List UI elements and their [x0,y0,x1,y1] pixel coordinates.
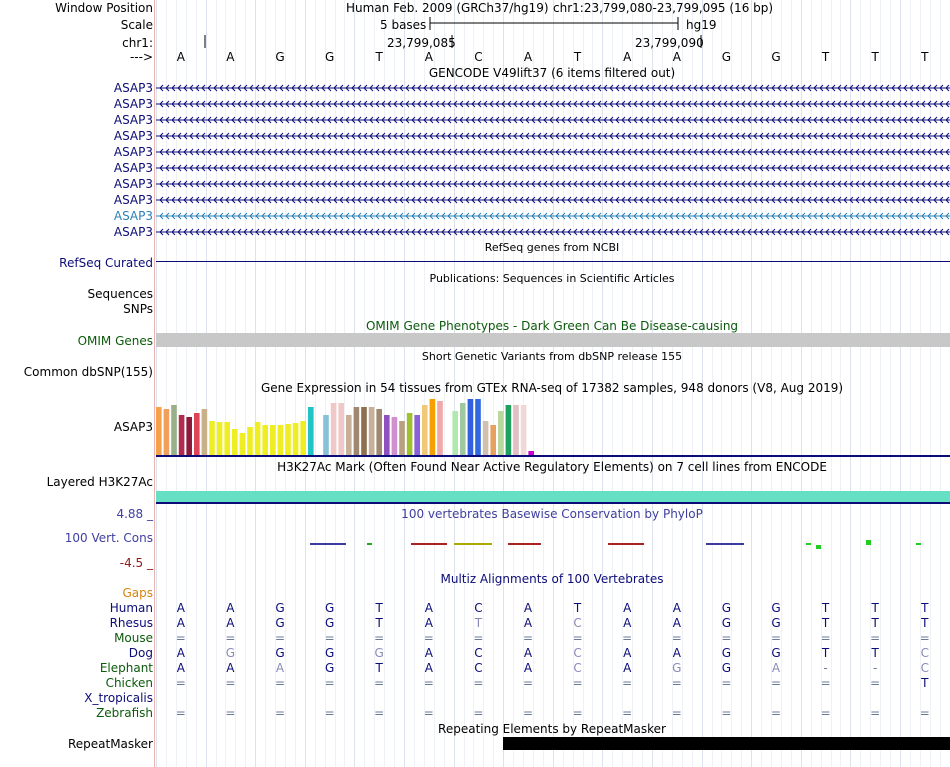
base-letter: A [623,50,632,64]
alignment-base: = [423,631,434,645]
gencode-gene-label[interactable]: ASAP3 [113,177,153,191]
alignment-base: = [274,676,286,690]
base-letter: T [573,50,582,64]
gtex-tissue-bar [156,407,162,455]
alignment-base: A [226,616,235,630]
base-letter: A [523,50,533,64]
conservation-mark [310,543,346,545]
alignment-base: = [522,676,534,690]
alignment-base: = [622,676,633,690]
alignment-base: A [672,616,681,630]
refseq-title: RefSeq genes from NCBI [484,241,620,254]
conservation-max: 4.88 _ [116,507,153,521]
species-label[interactable]: Mouse [114,631,153,645]
gtex-tissue-bar [179,415,185,455]
repeatmasker-title: Repeating Elements by RepeatMasker [438,722,666,736]
gtex-tissue-bar [528,451,534,455]
alignment-base: = [274,706,286,720]
dbsnp-title: Short Genetic Variants from dbSNP release 155 [421,350,683,363]
snps-label[interactable]: SNPs [123,302,153,316]
gencode-track[interactable] [156,80,950,240]
alignment-base: G [324,646,335,660]
gencode-gene-label[interactable]: ASAP3 [113,145,153,159]
gtex-tissue-bar [430,399,436,455]
coord-label-1: 23,799,085 [387,36,456,50]
gtex-tissue-bar [331,403,337,455]
alignment-base: = [175,676,186,690]
h3k27ac-label[interactable]: Layered H3K27Ac [46,475,153,489]
base-letter: G [324,50,335,64]
alignment-base: T [821,646,830,660]
gtex-tissue-bar [392,417,398,455]
label-divider [154,0,155,767]
alignment-base: = [870,676,881,690]
species-label[interactable]: X_tropicalis [84,691,153,705]
repeatmasker-label[interactable]: RepeatMasker [67,737,153,751]
gtex-tissue-bar [475,399,481,455]
omim-label[interactable]: OMIM Genes [77,334,153,348]
conservation-mark [706,543,744,545]
gtex-label[interactable]: ASAP3 [113,420,153,434]
alignment-base: T [375,661,383,675]
window-position-label: Window Position [55,1,153,15]
alignment-base: G [275,616,285,630]
base-letter: T [921,50,929,64]
alignment-base: G [771,646,781,660]
gtex-tissue-bar [194,413,200,455]
coord-label-2: 23,799,090 [635,36,704,50]
assembly-title: Human Feb. 2009 (GRCh37/hg19) [346,1,549,15]
gtex-tissue-bar [460,403,466,455]
conservation-track[interactable] [156,520,950,565]
base-letter: T [375,50,383,64]
base-letter: A [176,50,185,64]
base-letter: T [821,50,830,64]
h3k27ac-title: H3K27Ac Mark (Often Found Near Active Regulatory Elements) on 7 cell lines from ENCODE [277,460,827,474]
alignment-base: T [474,616,483,630]
conservation-mark [806,543,811,545]
gtex-tissue-bar [407,413,413,455]
alignment-base: G [672,661,682,675]
alignment-base: = [671,631,682,645]
alignment-base: A [523,601,533,615]
publications-title: Publications: Sequences in Scientific Articles [429,272,675,285]
base-letter: G [771,50,781,64]
alignment-base: G [374,646,384,660]
alignment-base: = [473,706,484,720]
gencode-gene-label[interactable]: ASAP3 [113,161,153,175]
gtex-tissue-bar [498,411,504,455]
alignment-base: A [672,646,681,660]
gtex-tissue-bar [247,427,253,455]
position-text: chr1:23,799,080-23,799,095 (16 bp) [553,1,774,15]
gencode-gene-label[interactable]: ASAP3 [113,193,153,207]
alignment-base: = [622,706,633,720]
conservation-title: 100 vertebrates Basewise Conservation by PhyloP [401,507,703,521]
repeat-element-block[interactable] [503,737,950,750]
omim-gene-bar[interactable] [156,333,950,347]
alignment-base: A [424,616,433,630]
strand-label: ---> [129,50,153,64]
gtex-tissue-bar [490,425,496,455]
conservation-mark [608,543,644,545]
alignment-base: T [921,676,929,690]
alignment-base: A [623,661,632,675]
alignment-base: = [721,631,732,645]
gtex-tissue-bar [171,405,177,455]
alignment-base: A [226,661,235,675]
gtex-title: Gene Expression in 54 tissues from GTEx RNA-seq of 17382 samples, 948 donors (V8, Aug 2019) [260,381,844,395]
alignment-base: G [324,601,335,615]
gtex-tissue-bar [240,433,246,455]
species-label[interactable]: Human [109,601,153,615]
species-label[interactable]: Chicken [105,676,153,690]
alignment-base: G [324,616,335,630]
alignment-base: A [176,601,185,615]
conservation-label[interactable]: 100 Vert. Cons [64,531,153,545]
scale-text: 5 bases [380,18,427,32]
alignment-base: T [921,601,929,615]
alignment-base: = [820,631,831,645]
alignment-base: = [770,706,782,720]
species-label[interactable]: Rhesus [109,616,153,630]
conservation-min: -4.5 _ [119,556,153,570]
alignment-base: = [572,676,583,690]
alignment-base: = [572,631,583,645]
alignment-base: = [820,706,831,720]
alignment-base: G [721,616,732,630]
alignment-base: = [374,706,385,720]
alignment-base: C [920,661,929,675]
alignment-base: = [175,631,186,645]
h3k27ac-baseline [156,502,950,504]
gtex-tissue-bar [217,422,223,455]
alignment-base: T [375,616,383,630]
refseq-gene-line[interactable] [156,261,950,262]
alignment-base: A [176,616,185,630]
gtex-tissue-bar [468,399,474,455]
gencode-title: GENCODE V49lift37 (6 items filtered out) [428,66,676,80]
alignment-base: G [324,661,335,675]
alignment-base: - [873,661,878,675]
alignment-base: C [474,646,483,660]
alignment-base: G [275,601,285,615]
alignment-base: = [721,676,732,690]
species-label[interactable]: Elephant [99,661,153,675]
gtex-tissue-bar [354,407,360,455]
dbsnp-label[interactable]: Common dbSNP(155) [23,365,153,379]
conservation-mark [508,543,541,545]
alignment-base: T [573,601,582,615]
alignment-base: A [623,601,632,615]
gtex-tissue-bar [376,409,382,455]
alignment-base: C [573,616,582,630]
sequences-label[interactable]: Sequences [87,287,153,301]
alignment-base: G [721,601,732,615]
gtex-tissue-bar [232,429,238,455]
gtex-tissue-bar [323,415,329,455]
alignment-base: = [374,676,385,690]
gtex-tissue-bar [285,424,291,455]
alignment-base: = [473,631,484,645]
species-label[interactable]: Zebrafish [96,706,153,720]
alignment-base: A [226,601,235,615]
alignment-base: A [523,616,533,630]
alignment-base: A [523,646,533,660]
alignment-base: = [919,706,930,720]
alignment-base: = [324,631,335,645]
alignment-base: T [871,616,879,630]
gtex-tissue-bar [513,405,519,455]
gtex-tissue-bar [270,425,276,455]
alignment-base: A [176,646,185,660]
scale-assembly: hg19 [686,18,717,32]
gtex-tissue-bar [164,409,170,455]
alignment-base: C [920,646,929,660]
alignment-base: = [522,706,534,720]
alignment-base: = [721,706,732,720]
conservation-mark [866,540,871,543]
gencode-gene-label[interactable]: ASAP3 [113,97,153,111]
alignment-base: C [474,601,483,615]
conservation-mark [411,543,447,545]
alignment-base: A [275,661,285,675]
alignment-base: A [424,601,433,615]
base-letter: T [871,50,879,64]
gencode-gene-label[interactable]: ASAP3 [113,113,153,127]
alignment-base: = [770,631,782,645]
alignment-base: = [374,631,385,645]
alignment-base: = [820,676,831,690]
base-letter: A [672,50,681,64]
alignment-base: = [770,676,782,690]
alignment-base: T [821,601,830,615]
gtex-tissue-bar [209,421,215,455]
gtex-tissue-bar [452,411,458,455]
alignment-base: G [721,646,732,660]
alignment-base: A [672,601,681,615]
alignment-base: A [523,661,533,675]
gtex-tissue-bar [262,425,268,455]
alignment-base: A [771,661,781,675]
alignment-base: = [671,706,682,720]
gencode-gene-label[interactable]: ASAP3 [113,209,153,223]
alignment-base: = [522,631,534,645]
gtex-tissue-bar [186,417,192,455]
alignment-base: A [424,646,433,660]
gtex-tissue-bar [278,425,284,455]
gtex-chart[interactable] [156,398,950,458]
alignment-base: G [721,661,732,675]
alignment-base: = [870,706,881,720]
alignment-base: T [921,616,929,630]
conservation-mark [866,543,871,545]
species-label[interactable]: Dog [128,646,153,660]
alignment-base: = [225,631,236,645]
base-letter: A [424,50,433,64]
multiz-title: Multiz Alignments of 100 Vertebrates [440,572,664,586]
omim-title: OMIM Gene Phenotypes - Dark Green Can Be Disease-causing [365,319,739,333]
alignment-base: C [474,661,483,675]
alignment-base: = [572,706,583,720]
alignment-base: = [671,676,682,690]
gencode-gene-label[interactable]: ASAP3 [113,129,153,143]
gtex-tissue-bar [384,415,390,455]
gtex-tissue-bar [255,422,261,455]
conservation-mark [454,543,492,545]
gtex-tissue-bar [224,422,230,455]
alignment-base: = [225,706,236,720]
gtex-tissue-bar [202,409,208,455]
alignment-base: A [623,646,632,660]
alignment-base: = [225,676,236,690]
gtex-tissue-bar [414,415,420,455]
gtex-tissue-bar [399,421,405,455]
alignment-base: = [919,631,930,645]
alignment-base: A [176,661,185,675]
base-letter: G [275,50,285,64]
refseq-label[interactable]: RefSeq Curated [59,256,153,270]
alignment-base: = [423,706,434,720]
base-letter: G [721,50,732,64]
alignment-base: G [275,646,285,660]
alignment-base: C [573,661,582,675]
alignment-base: A [424,661,433,675]
alignment-base: = [324,676,335,690]
alignment-base: G [771,616,781,630]
gtex-tissue-bar [506,405,512,455]
conservation-mark [916,543,921,545]
gtex-tissue-bar [346,415,352,455]
base-letter: C [474,50,483,64]
alignment-base: = [622,631,633,645]
gtex-tissue-bar [521,405,527,455]
gtex-tissue-bar [483,421,489,455]
gtex-tissue-bar [437,401,443,455]
alignment-base: T [821,616,830,630]
gtex-tissue-bar [338,403,344,455]
alignment-base: = [175,706,186,720]
gtex-tissue-bar [361,407,367,455]
gencode-gene-label[interactable]: ASAP3 [113,225,153,239]
alignment-base: G [225,646,236,660]
alignment-base: = [870,631,881,645]
alignment-base: T [871,601,879,615]
gtex-tissue-bar [293,423,299,455]
alignment-base: G [771,601,781,615]
h3k27ac-signal[interactable] [156,491,950,502]
gtex-tissue-bar [369,407,375,455]
alignment-base: = [423,676,434,690]
alignment-base: T [375,601,383,615]
ruler[interactable] [0,0,950,50]
alignment-base: = [274,631,286,645]
gencode-gene-label[interactable]: ASAP3 [113,81,153,95]
conservation-mark [367,543,372,545]
alignment-base: C [573,646,582,660]
alignment-base: - [823,661,828,675]
scale-label: Scale [120,18,153,32]
conservation-mark [816,545,821,549]
gtex-tissue-bar [300,421,306,455]
alignment-base: T [871,646,879,660]
base-letter: A [226,50,235,64]
gaps-label[interactable]: Gaps [122,586,153,600]
gtex-tissue-bar [308,407,314,455]
chrom-label: chr1: [122,36,153,50]
alignment-base: A [623,616,632,630]
gtex-tissue-bar [422,405,428,455]
alignment-base: = [324,706,335,720]
alignment-base: = [473,676,484,690]
